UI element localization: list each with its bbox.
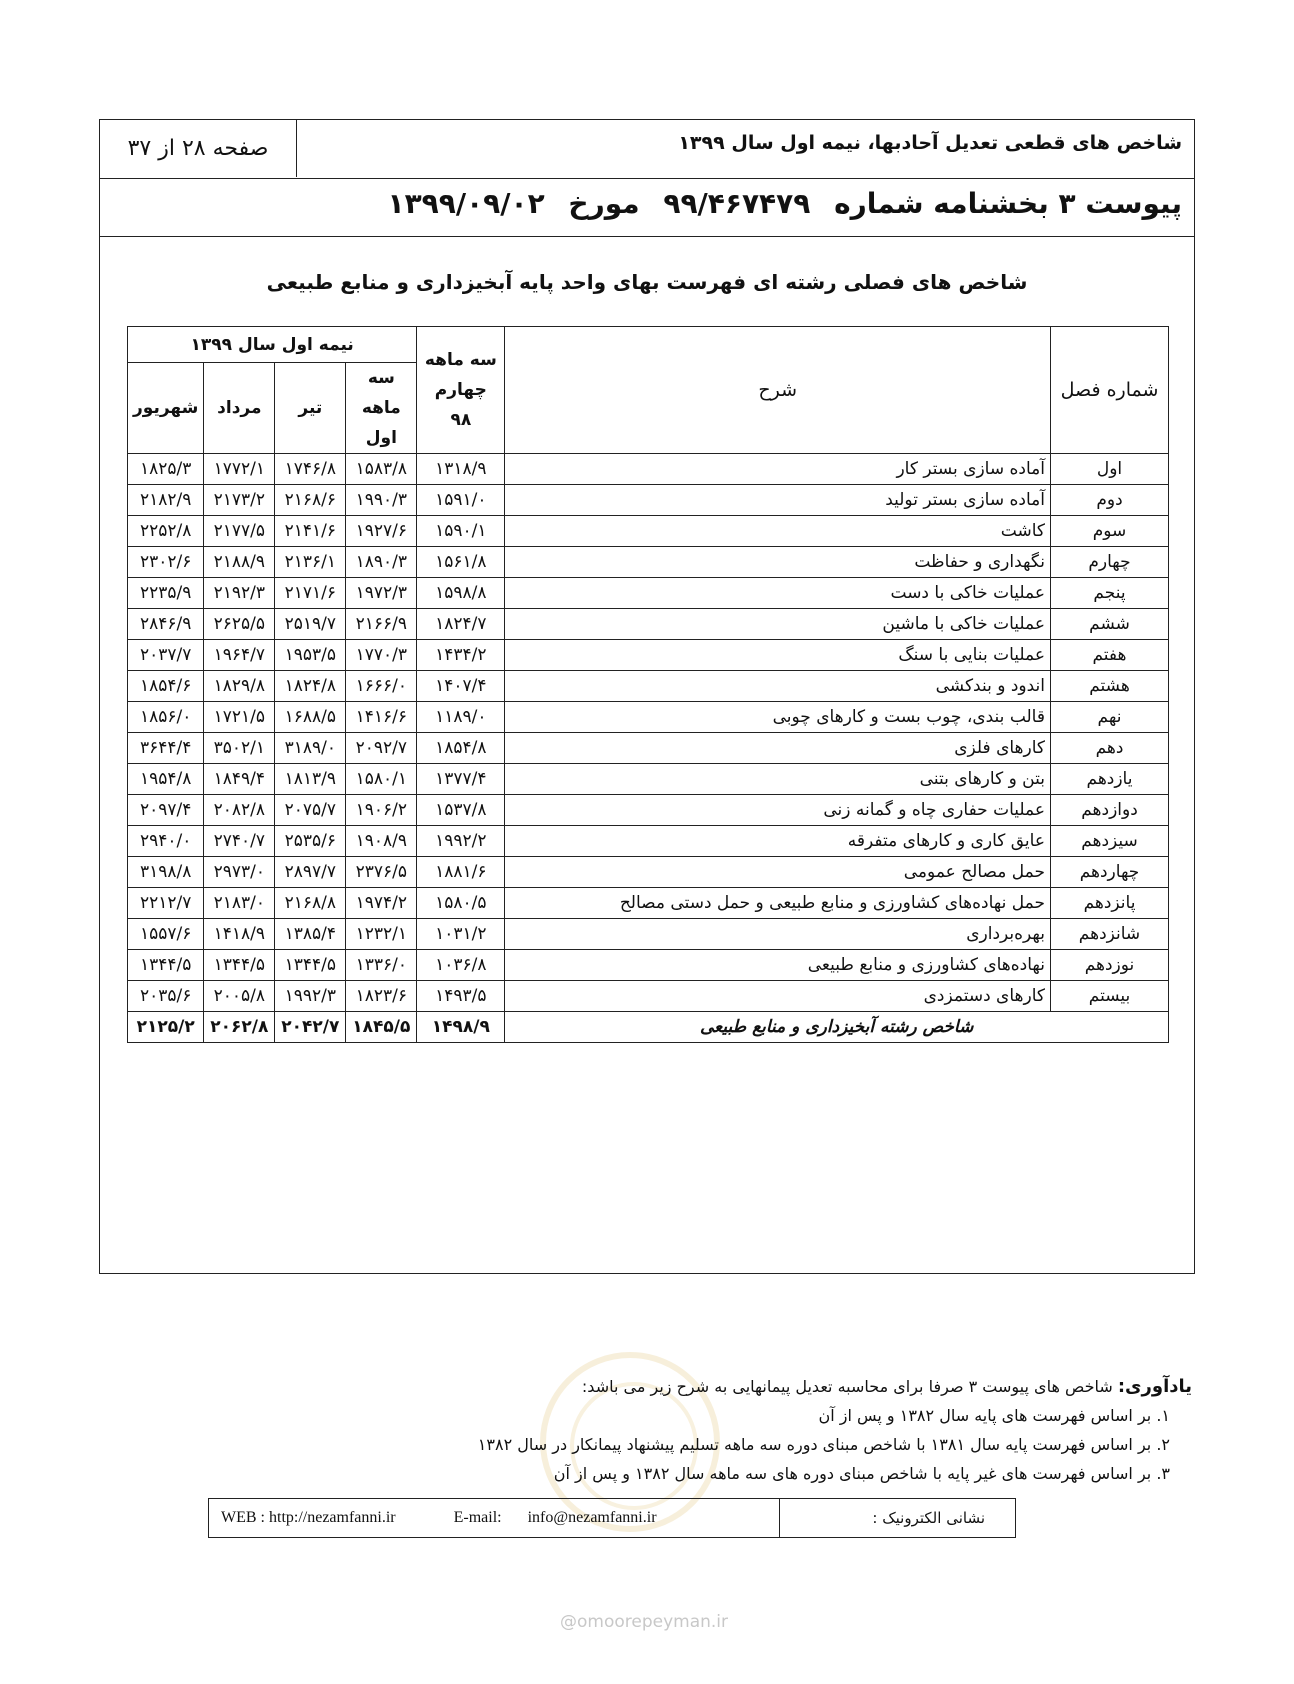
cell-shahrivar: ۲۰۹۷/۴ (128, 795, 204, 826)
table-row (128, 857, 1169, 888)
page-number: صفحه ۲۸ از ۳۷ (100, 120, 297, 177)
table-row (128, 454, 1169, 485)
cell-mordad: ۲۷۴۰/۷ (204, 826, 275, 857)
cell-tir: ۱۸۱۳/۹ (275, 764, 346, 795)
cell-q1: ۱۲۳۲/۱ (346, 919, 417, 950)
cell-sec: پنجم (1051, 578, 1169, 609)
cell-q1: ۲۱۶۶/۹ (346, 609, 417, 640)
cell-desc: عملیات حفاری چاه و گمانه زنی (505, 795, 1051, 826)
cell-shahrivar: ۲۱۸۲/۹ (128, 485, 204, 516)
note-block (478, 1372, 1192, 1488)
cell-q1: ۱۵۸۰/۱ (346, 764, 417, 795)
cell-q1: ۱۸۹۰/۳ (346, 547, 417, 578)
cell-desc: قالب بندی، چوب بست و کارهای چوبی (505, 702, 1051, 733)
cell-q4: ۱۵۶۱/۸ (417, 547, 505, 578)
cell-tir: ۳۱۸۹/۰ (275, 733, 346, 764)
cell-desc: عایق کاری و کارهای متفرقه (505, 826, 1051, 857)
cell-shahrivar: ۱۹۵۴/۸ (128, 764, 204, 795)
cell-mordad: ۲۹۷۳/۰ (204, 857, 275, 888)
cell-shahrivar: ۲۹۴۰/۰ (128, 826, 204, 857)
cell-desc: عملیات بنایی با سنگ (505, 640, 1051, 671)
document-frame (99, 119, 1195, 1274)
bulletin-header (100, 179, 1194, 237)
cell-desc: عملیات خاکی با دست (505, 578, 1051, 609)
cell-mordad: ۲۶۲۵/۵ (204, 609, 275, 640)
email-label: E-mail: (453, 1509, 502, 1526)
cell-shahrivar: ۱۸۵۶/۰ (128, 702, 204, 733)
cell-q1: ۱۵۸۳/۸ (346, 454, 417, 485)
contact-values (209, 1499, 779, 1537)
cell-total-desc: شاخص رشته آبخیزداری و منابع طبیعی (505, 1012, 1169, 1043)
cell-sec: چهاردهم (1051, 857, 1169, 888)
cell-total-mordad: ۲۰۶۲/۸ (204, 1012, 275, 1043)
note-item: ۱. بر اساس فهرست های پایه سال ۱۳۸۲ و پس از آن (818, 1406, 1170, 1425)
cell-desc: حمل نهاده‌های کشاورزی و منابع طبیعی و حمل دستی مصالح (505, 888, 1051, 919)
cell-desc: کارهای فلزی (505, 733, 1051, 764)
cell-desc: اندود و بندکشی (505, 671, 1051, 702)
cell-q1: ۱۸۲۳/۶ (346, 981, 417, 1012)
cell-tir: ۲۵۳۵/۶ (275, 826, 346, 857)
contact-box (208, 1498, 1016, 1538)
cell-mordad: ۱۴۱۸/۹ (204, 919, 275, 950)
cell-q4: ۱۰۳۱/۲ (417, 919, 505, 950)
col-desc: شرح (505, 327, 1051, 454)
bulletin-date: ۱۳۹۹/۰۹/۰۲ (387, 187, 545, 220)
col-q4-98: سه ماهه چهارم ۹۸ (417, 327, 505, 454)
cell-q1: ۱۹۹۰/۳ (346, 485, 417, 516)
col-shahrivar: شهریور (128, 363, 204, 454)
index-table (127, 326, 1169, 1043)
table-row (128, 547, 1169, 578)
cell-desc: عملیات خاکی با ماشین (505, 609, 1051, 640)
cell-tir: ۱۸۲۴/۸ (275, 671, 346, 702)
cell-desc: آماده سازی بستر تولید (505, 485, 1051, 516)
cell-tir: ۲۱۷۱/۶ (275, 578, 346, 609)
cell-q4: ۱۴۹۳/۵ (417, 981, 505, 1012)
cell-sec: سیزدهم (1051, 826, 1169, 857)
cell-sec: دهم (1051, 733, 1169, 764)
cell-desc: بهره‌برداری (505, 919, 1051, 950)
cell-mordad: ۲۱۹۲/۳ (204, 578, 275, 609)
col-q1: سه ماهه اول (346, 363, 417, 454)
cell-mordad: ۲۱۸۸/۹ (204, 547, 275, 578)
table-row (128, 702, 1169, 733)
cell-tir: ۱۳۴۴/۵ (275, 950, 346, 981)
table-row (128, 981, 1169, 1012)
bulletin-label: پیوست ۳ بخشنامه شماره (834, 187, 1182, 220)
cell-mordad: ۳۵۰۲/۱ (204, 733, 275, 764)
cell-sec: هفتم (1051, 640, 1169, 671)
cell-desc: کارهای دستمزدی (505, 981, 1051, 1012)
cell-tir: ۱۳۸۵/۴ (275, 919, 346, 950)
cell-mordad: ۲۱۷۷/۵ (204, 516, 275, 547)
table-row (128, 888, 1169, 919)
cell-q4: ۱۸۵۴/۸ (417, 733, 505, 764)
cell-shahrivar: ۲۸۴۶/۹ (128, 609, 204, 640)
cell-q1: ۱۹۷۲/۳ (346, 578, 417, 609)
cell-tir: ۲۱۶۸/۶ (275, 485, 346, 516)
cell-q4: ۱۴۰۷/۴ (417, 671, 505, 702)
cell-q1: ۱۹۷۴/۲ (346, 888, 417, 919)
note-intro-line (478, 1372, 1192, 1401)
cell-shahrivar: ۱۵۵۷/۶ (128, 919, 204, 950)
cell-sec: بیستم (1051, 981, 1169, 1012)
page-header (100, 120, 1194, 179)
note-item: ۳. بر اساس فهرست های غیر پایه با شاخص مبنای دوره های سه ماهه سال ۱۳۸۲ و پس از آن (553, 1464, 1170, 1483)
cell-q4: ۱۹۹۲/۲ (417, 826, 505, 857)
email-link[interactable]: info@nezamfanni.ir (527, 1509, 657, 1526)
cell-total-shahrivar: ۲۱۲۵/۲ (128, 1012, 204, 1043)
cell-q4: ۱۵۹۰/۱ (417, 516, 505, 547)
contact-label: نشانی الکترونیک : (779, 1499, 1015, 1537)
cell-sec: دوازدهم (1051, 795, 1169, 826)
cell-tir: ۲۰۷۵/۷ (275, 795, 346, 826)
cell-shahrivar: ۲۲۵۲/۸ (128, 516, 204, 547)
cell-sec: شانزدهم (1051, 919, 1169, 950)
cell-tir: ۲۸۹۷/۷ (275, 857, 346, 888)
cell-total-tir: ۲۰۴۲/۷ (275, 1012, 346, 1043)
cell-mordad: ۱۷۷۲/۱ (204, 454, 275, 485)
cell-tir: ۲۱۳۶/۱ (275, 547, 346, 578)
cell-q4: ۱۴۳۴/۲ (417, 640, 505, 671)
cell-desc: نهاده‌های کشاورزی و منابع طبیعی (505, 950, 1051, 981)
table-row (128, 826, 1169, 857)
cell-sec: چهارم (1051, 547, 1169, 578)
watermark-site: @omoorepeyman.ir (560, 1612, 729, 1632)
cell-q4: ۱۸۸۱/۶ (417, 857, 505, 888)
cell-shahrivar: ۲۲۱۲/۷ (128, 888, 204, 919)
cell-mordad: ۲۰۰۵/۸ (204, 981, 275, 1012)
cell-shahrivar: ۱۸۵۴/۶ (128, 671, 204, 702)
cell-sec: یازدهم (1051, 764, 1169, 795)
table-row (128, 671, 1169, 702)
table-row (128, 795, 1169, 826)
cell-shahrivar: ۲۰۳۷/۷ (128, 640, 204, 671)
cell-tir: ۱۹۹۲/۳ (275, 981, 346, 1012)
cell-desc: حمل مصالح عمومی (505, 857, 1051, 888)
cell-tir: ۲۱۴۱/۶ (275, 516, 346, 547)
cell-sec: دوم (1051, 485, 1169, 516)
table-row (128, 516, 1169, 547)
header-title: شاخص های قطعی تعدیل آحادبها، نیمه اول سال ۱۳۹۹ (678, 132, 1182, 154)
cell-sec: اول (1051, 454, 1169, 485)
cell-desc: نگهداری و حفاظت (505, 547, 1051, 578)
cell-shahrivar: ۱۳۴۴/۵ (128, 950, 204, 981)
bulletin-line (373, 187, 1182, 220)
table-row (128, 919, 1169, 950)
cell-q1: ۱۶۶۶/۰ (346, 671, 417, 702)
cell-q4: ۱۰۳۶/۸ (417, 950, 505, 981)
cell-tir: ۱۷۴۶/۸ (275, 454, 346, 485)
table-row (128, 640, 1169, 671)
cell-q1: ۱۷۷۰/۳ (346, 640, 417, 671)
table-title: شاخص های فصلی رشته ای فهرست بهای واحد پایه آبخیزداری و منابع طبیعی (266, 270, 1028, 294)
cell-mordad: ۲۱۷۳/۲ (204, 485, 275, 516)
cell-q4: ۱۳۱۸/۹ (417, 454, 505, 485)
cell-shahrivar: ۳۱۹۸/۸ (128, 857, 204, 888)
col-tir: تیر (275, 363, 346, 454)
cell-q4: ۱۵۳۷/۸ (417, 795, 505, 826)
col-group-half-1399: نیمه اول سال ۱۳۹۹ (128, 327, 417, 363)
cell-tir: ۲۵۱۹/۷ (275, 609, 346, 640)
table-row (128, 733, 1169, 764)
cell-tir: ۱۹۵۳/۵ (275, 640, 346, 671)
table-row (128, 485, 1169, 516)
cell-q4: ۱۱۸۹/۰ (417, 702, 505, 733)
cell-desc: بتن و کارهای بتنی (505, 764, 1051, 795)
cell-q1: ۱۳۳۶/۰ (346, 950, 417, 981)
bulletin-date-label: مورخ (568, 187, 640, 220)
cell-q4: ۱۵۸۰/۵ (417, 888, 505, 919)
cell-sec: نوزدهم (1051, 950, 1169, 981)
cell-sec: پانزدهم (1051, 888, 1169, 919)
cell-q1: ۱۴۱۶/۶ (346, 702, 417, 733)
table-row (128, 578, 1169, 609)
cell-q1: ۱۹۰۶/۲ (346, 795, 417, 826)
cell-mordad: ۱۸۲۹/۸ (204, 671, 275, 702)
cell-q1: ۲۰۹۲/۷ (346, 733, 417, 764)
cell-sec: نهم (1051, 702, 1169, 733)
cell-mordad: ۲۰۸۲/۸ (204, 795, 275, 826)
cell-desc: آماده سازی بستر کار (505, 454, 1051, 485)
cell-total-q1: ۱۸۴۵/۵ (346, 1012, 417, 1043)
cell-mordad: ۱۳۴۴/۵ (204, 950, 275, 981)
cell-shahrivar: ۲۳۰۲/۶ (128, 547, 204, 578)
cell-mordad: ۱۷۲۱/۵ (204, 702, 275, 733)
cell-q4: ۱۵۹۸/۸ (417, 578, 505, 609)
table-row (128, 950, 1169, 981)
cell-shahrivar: ۲۰۳۵/۶ (128, 981, 204, 1012)
cell-mordad: ۲۱۸۳/۰ (204, 888, 275, 919)
cell-shahrivar: ۲۲۳۵/۹ (128, 578, 204, 609)
col-section: شماره فصل (1051, 327, 1169, 454)
cell-shahrivar: ۱۸۲۵/۳ (128, 454, 204, 485)
cell-sec: ششم (1051, 609, 1169, 640)
cell-q4: ۱۸۲۴/۷ (417, 609, 505, 640)
note-title: یادآوری: (1117, 1376, 1192, 1397)
cell-shahrivar: ۳۶۴۴/۴ (128, 733, 204, 764)
cell-q4: ۱۳۷۷/۴ (417, 764, 505, 795)
table-row (128, 764, 1169, 795)
cell-q1: ۱۹۰۸/۹ (346, 826, 417, 857)
cell-total-q4: ۱۴۹۸/۹ (417, 1012, 505, 1043)
cell-mordad: ۱۹۶۴/۷ (204, 640, 275, 671)
table-row (128, 609, 1169, 640)
cell-desc: کاشت (505, 516, 1051, 547)
web-link[interactable]: WEB : http://nezamfanni.ir (221, 1509, 396, 1526)
cell-q1: ۲۳۷۶/۵ (346, 857, 417, 888)
note-item: ۲. بر اساس فهرست پایه سال ۱۳۸۱ با شاخص مبنای دوره سه ماهه تسلیم پیشنهاد پیمانکار در سال ۱۳۸۲ (477, 1435, 1170, 1454)
cell-tir: ۱۶۸۸/۵ (275, 702, 346, 733)
cell-sec: سوم (1051, 516, 1169, 547)
bulletin-number: ۹۹/۴۶۷۴۷۹ (663, 187, 811, 220)
cell-mordad: ۱۸۴۹/۴ (204, 764, 275, 795)
cell-sec: هشتم (1051, 671, 1169, 702)
cell-q4: ۱۵۹۱/۰ (417, 485, 505, 516)
col-mordad: مرداد (204, 363, 275, 454)
note-intro: شاخص های پیوست ۳ صرفا برای محاسبه تعدیل پیمانهایی به شرح زیر می باشد: (581, 1377, 1113, 1396)
cell-q1: ۱۹۲۷/۶ (346, 516, 417, 547)
cell-tir: ۲۱۶۸/۸ (275, 888, 346, 919)
total-row (128, 1012, 1169, 1043)
